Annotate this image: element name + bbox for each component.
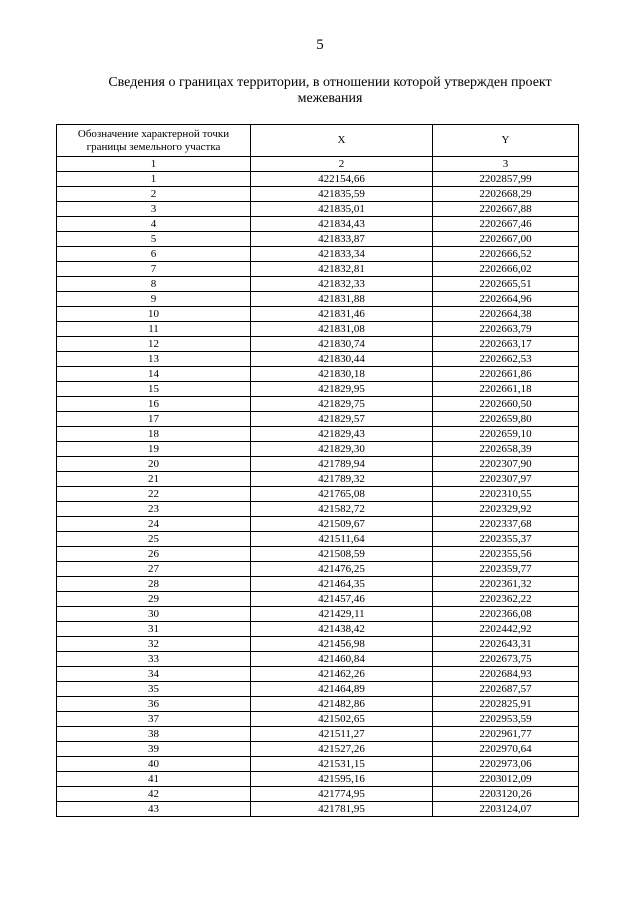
table-row	[57, 637, 579, 652]
x-coordinate-cell: 421464,89	[251, 682, 433, 697]
table-row	[57, 592, 579, 607]
x-coordinate-cell: 421531,15	[251, 757, 433, 772]
table-row	[57, 382, 579, 397]
point-number-cell: 13	[57, 352, 251, 367]
x-coordinate-cell: 421527,26	[251, 742, 433, 757]
table-body	[57, 157, 579, 817]
point-number-cell: 5	[57, 232, 251, 247]
y-coordinate-cell: 2202662,53	[433, 352, 579, 367]
table-row	[57, 682, 579, 697]
x-coordinate-cell: 421511,64	[251, 532, 433, 547]
x-coordinate-cell: 421835,01	[251, 202, 433, 217]
y-coordinate-cell: 2202664,38	[433, 307, 579, 322]
y-coordinate-cell: 2202310,55	[433, 487, 579, 502]
y-coordinate-cell: 2202355,37	[433, 532, 579, 547]
table-row	[57, 727, 579, 742]
x-coordinate-cell: 421834,43	[251, 217, 433, 232]
point-number-cell: 35	[57, 682, 251, 697]
table-row	[57, 397, 579, 412]
table-row	[57, 352, 579, 367]
table-row	[57, 697, 579, 712]
table-row	[57, 277, 579, 292]
x-coordinate-cell: 421831,46	[251, 307, 433, 322]
table-row	[57, 532, 579, 547]
x-coordinate-cell: 421438,42	[251, 622, 433, 637]
y-coordinate-cell: 2202661,18	[433, 382, 579, 397]
table-row	[57, 562, 579, 577]
table-row	[57, 322, 579, 337]
table-row	[57, 412, 579, 427]
point-number-cell: 14	[57, 367, 251, 382]
point-number-cell: 36	[57, 697, 251, 712]
x-coordinate-cell: 421457,46	[251, 592, 433, 607]
y-coordinate-cell: 2202663,17	[433, 337, 579, 352]
y-coordinate-cell: 2202961,77	[433, 727, 579, 742]
table-row	[57, 307, 579, 322]
table-row	[57, 457, 579, 472]
table-row	[57, 367, 579, 382]
y-coordinate-cell: 2202668,29	[433, 187, 579, 202]
point-number-cell: 26	[57, 547, 251, 562]
point-number-cell: 2	[57, 187, 251, 202]
x-coordinate-cell: 422154,66	[251, 172, 433, 187]
y-coordinate-cell: 2202337,68	[433, 517, 579, 532]
y-coordinate-cell: 2203012,09	[433, 772, 579, 787]
point-number-cell: 22	[57, 487, 251, 502]
point-number-cell: 18	[57, 427, 251, 442]
x-coordinate-cell: 421829,57	[251, 412, 433, 427]
table-row	[57, 517, 579, 532]
column-number: 2	[251, 157, 433, 172]
y-coordinate-cell: 2202857,99	[433, 172, 579, 187]
point-number-cell: 24	[57, 517, 251, 532]
column-number: 1	[57, 157, 251, 172]
table-header-row	[57, 125, 579, 157]
y-coordinate-cell: 2202667,46	[433, 217, 579, 232]
x-coordinate-cell: 421511,27	[251, 727, 433, 742]
y-coordinate-cell: 2202665,51	[433, 277, 579, 292]
x-coordinate-cell: 421833,34	[251, 247, 433, 262]
point-number-cell: 25	[57, 532, 251, 547]
x-coordinate-cell: 421831,88	[251, 292, 433, 307]
y-coordinate-cell: 2202659,80	[433, 412, 579, 427]
y-coordinate-cell: 2202355,56	[433, 547, 579, 562]
x-coordinate-cell: 421830,74	[251, 337, 433, 352]
point-number-cell: 6	[57, 247, 251, 262]
table-row	[57, 187, 579, 202]
table-row	[57, 757, 579, 772]
point-number-cell: 23	[57, 502, 251, 517]
point-number-cell: 38	[57, 727, 251, 742]
table-row	[57, 652, 579, 667]
y-coordinate-cell: 2203120,26	[433, 787, 579, 802]
y-coordinate-cell: 2202643,31	[433, 637, 579, 652]
y-coordinate-cell: 2202825,91	[433, 697, 579, 712]
table-row	[57, 802, 579, 817]
column-numbering-row	[57, 157, 579, 172]
x-coordinate-cell: 421835,59	[251, 187, 433, 202]
table-row	[57, 487, 579, 502]
header-x: X	[251, 125, 433, 157]
y-coordinate-cell: 2202687,57	[433, 682, 579, 697]
x-coordinate-cell: 421429,11	[251, 607, 433, 622]
point-number-cell: 7	[57, 262, 251, 277]
table-row	[57, 442, 579, 457]
point-number-cell: 39	[57, 742, 251, 757]
point-number-cell: 29	[57, 592, 251, 607]
y-coordinate-cell: 2202673,75	[433, 652, 579, 667]
table-row	[57, 172, 579, 187]
point-number-cell: 34	[57, 667, 251, 682]
point-number-cell: 41	[57, 772, 251, 787]
point-number-cell: 4	[57, 217, 251, 232]
point-number-cell: 40	[57, 757, 251, 772]
y-coordinate-cell: 2202684,93	[433, 667, 579, 682]
y-coordinate-cell: 2202366,08	[433, 607, 579, 622]
y-coordinate-cell: 2202667,00	[433, 232, 579, 247]
table-row	[57, 247, 579, 262]
x-coordinate-cell: 421830,18	[251, 367, 433, 382]
table-row	[57, 772, 579, 787]
y-coordinate-cell: 2202442,92	[433, 622, 579, 637]
point-number-cell: 20	[57, 457, 251, 472]
x-coordinate-cell: 421476,25	[251, 562, 433, 577]
table-row	[57, 787, 579, 802]
x-coordinate-cell: 421464,35	[251, 577, 433, 592]
x-coordinate-cell: 421829,95	[251, 382, 433, 397]
point-number-cell: 11	[57, 322, 251, 337]
header-point-designation: Обозначение характерной точки границы земельного участка	[57, 125, 251, 157]
y-coordinate-cell: 2202329,92	[433, 502, 579, 517]
x-coordinate-cell: 421829,43	[251, 427, 433, 442]
x-coordinate-cell: 421456,98	[251, 637, 433, 652]
point-number-cell: 16	[57, 397, 251, 412]
y-coordinate-cell: 2202667,88	[433, 202, 579, 217]
x-coordinate-cell: 421595,16	[251, 772, 433, 787]
table-row	[57, 712, 579, 727]
x-coordinate-cell: 421789,32	[251, 472, 433, 487]
y-coordinate-cell: 2202361,32	[433, 577, 579, 592]
table-row	[57, 262, 579, 277]
y-coordinate-cell: 2202658,39	[433, 442, 579, 457]
point-number-cell: 9	[57, 292, 251, 307]
column-number: 3	[433, 157, 579, 172]
table-row	[57, 427, 579, 442]
point-number-cell: 30	[57, 607, 251, 622]
y-coordinate-cell: 2202663,79	[433, 322, 579, 337]
y-coordinate-cell: 2202953,59	[433, 712, 579, 727]
point-number-cell: 31	[57, 622, 251, 637]
page-number: 5	[316, 37, 324, 53]
x-coordinate-cell: 421832,33	[251, 277, 433, 292]
x-coordinate-cell: 421582,72	[251, 502, 433, 517]
point-number-cell: 3	[57, 202, 251, 217]
x-coordinate-cell: 421832,81	[251, 262, 433, 277]
x-coordinate-cell: 421508,59	[251, 547, 433, 562]
point-number-cell: 1	[57, 172, 251, 187]
point-number-cell: 27	[57, 562, 251, 577]
table-row	[57, 202, 579, 217]
point-number-cell: 42	[57, 787, 251, 802]
x-coordinate-cell: 421502,65	[251, 712, 433, 727]
table-row	[57, 547, 579, 562]
x-coordinate-cell: 421829,30	[251, 442, 433, 457]
document-title: Сведения о границах территории, в отношении которой утвержден проект межевания	[108, 75, 552, 106]
boundary-coordinates-table	[56, 124, 579, 817]
y-coordinate-cell: 2202973,06	[433, 757, 579, 772]
y-coordinate-cell: 2202970,64	[433, 742, 579, 757]
x-coordinate-cell: 421460,84	[251, 652, 433, 667]
y-coordinate-cell: 2202307,97	[433, 472, 579, 487]
y-coordinate-cell: 2202661,86	[433, 367, 579, 382]
x-coordinate-cell: 421829,75	[251, 397, 433, 412]
y-coordinate-cell: 2202660,50	[433, 397, 579, 412]
x-coordinate-cell: 421509,67	[251, 517, 433, 532]
point-number-cell: 19	[57, 442, 251, 457]
point-number-cell: 8	[57, 277, 251, 292]
table-row	[57, 472, 579, 487]
x-coordinate-cell: 421462,26	[251, 667, 433, 682]
x-coordinate-cell: 421781,95	[251, 802, 433, 817]
point-number-cell: 21	[57, 472, 251, 487]
point-number-cell: 15	[57, 382, 251, 397]
y-coordinate-cell: 2202362,22	[433, 592, 579, 607]
header-y: Y	[433, 125, 579, 157]
y-coordinate-cell: 2202359,77	[433, 562, 579, 577]
table-row	[57, 667, 579, 682]
point-number-cell: 12	[57, 337, 251, 352]
y-coordinate-cell: 2202666,52	[433, 247, 579, 262]
y-coordinate-cell: 2202666,02	[433, 262, 579, 277]
x-coordinate-cell: 421833,87	[251, 232, 433, 247]
x-coordinate-cell: 421789,94	[251, 457, 433, 472]
point-number-cell: 33	[57, 652, 251, 667]
table-row	[57, 622, 579, 637]
point-number-cell: 17	[57, 412, 251, 427]
table-row	[57, 577, 579, 592]
table-row	[57, 337, 579, 352]
table-row	[57, 232, 579, 247]
table-row	[57, 607, 579, 622]
point-number-cell: 28	[57, 577, 251, 592]
point-number-cell: 32	[57, 637, 251, 652]
point-number-cell: 10	[57, 307, 251, 322]
x-coordinate-cell: 421831,08	[251, 322, 433, 337]
y-coordinate-cell: 2202664,96	[433, 292, 579, 307]
point-number-cell: 37	[57, 712, 251, 727]
table-row	[57, 742, 579, 757]
point-number-cell: 43	[57, 802, 251, 817]
x-coordinate-cell: 421482,86	[251, 697, 433, 712]
y-coordinate-cell: 2202659,10	[433, 427, 579, 442]
x-coordinate-cell: 421830,44	[251, 352, 433, 367]
table-row	[57, 502, 579, 517]
y-coordinate-cell: 2202307,90	[433, 457, 579, 472]
x-coordinate-cell: 421774,95	[251, 787, 433, 802]
y-coordinate-cell: 2203124,07	[433, 802, 579, 817]
table-row	[57, 217, 579, 232]
table-row	[57, 292, 579, 307]
x-coordinate-cell: 421765,08	[251, 487, 433, 502]
